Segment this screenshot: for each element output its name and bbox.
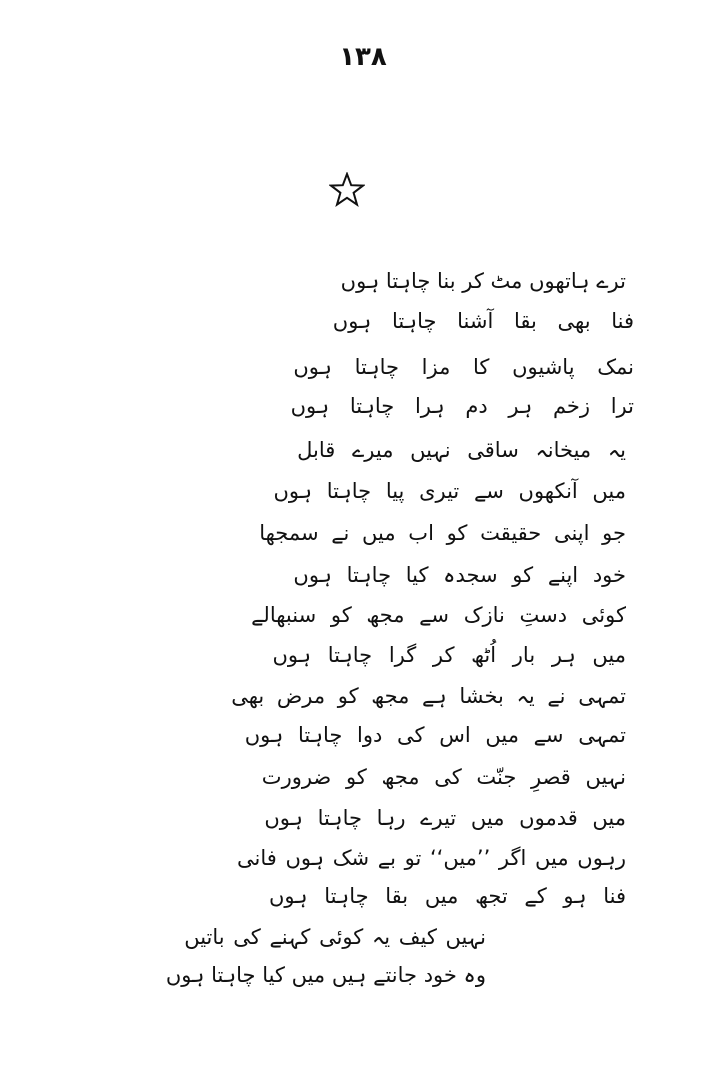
star-icon — [329, 172, 365, 208]
poem-line-12: تمہی سے میں اس کی دوا چاہتا ہوں — [244, 723, 626, 747]
poem-line-15: رہوں میں اگر ’’میں‘‘ تو بے شک ہوں فانی — [237, 846, 626, 870]
poem-line-13: نہیں قصرِ جنّت کی مجھ کو ضرورت — [261, 765, 626, 789]
poem-line-11: تمہی نے یہ بخشا ہے مجھ کو مرض بھی — [231, 684, 626, 708]
poem-line-10: میں ہر بار اُٹھ کر گرا چاہتا ہوں — [272, 643, 626, 667]
poem-line-4: ترا زخم ہر دم ہرا چاہتا ہوں — [290, 394, 634, 418]
poem-line-1: ترے ہاتھوں مٹ کر بنا چاہتا ہوں — [340, 269, 626, 293]
poem-line-18: وہ خود جانتے ہیں میں کیا چاہتا ہوں — [165, 963, 486, 987]
poem-line-16: فنا ہو کے تجھ میں بقا چاہتا ہوں — [268, 884, 626, 908]
poem-line-2: فنا بھی بقا آشنا چاہتا ہوں — [332, 309, 634, 333]
poem-line-7: جو اپنی حقیقت کو اب میں نے سمجھا — [259, 521, 626, 545]
poem-line-17: نہیں کیف یہ کوئی کہنے کی باتیں — [184, 925, 486, 949]
poem-line-9: کوئی دستِ نازک سے مجھ کو سنبھالے — [251, 603, 626, 627]
poem-line-14: میں قدموں میں تیرے رہا چاہتا ہوں — [264, 806, 626, 830]
page-number: ۱۳۸ — [339, 42, 387, 72]
poem-line-6: میں آنکھوں سے تیری پیا چاہتا ہوں — [273, 479, 626, 503]
poem-line-3: نمک پاشیوں کا مزا چاہتا ہوں — [293, 355, 634, 379]
poem-line-8: خود اپنے کو سجدہ کیا چاہتا ہوں — [293, 563, 626, 587]
poem-line-5: یہ میخانہ ساقی نہیں میرے قابل — [297, 438, 626, 462]
